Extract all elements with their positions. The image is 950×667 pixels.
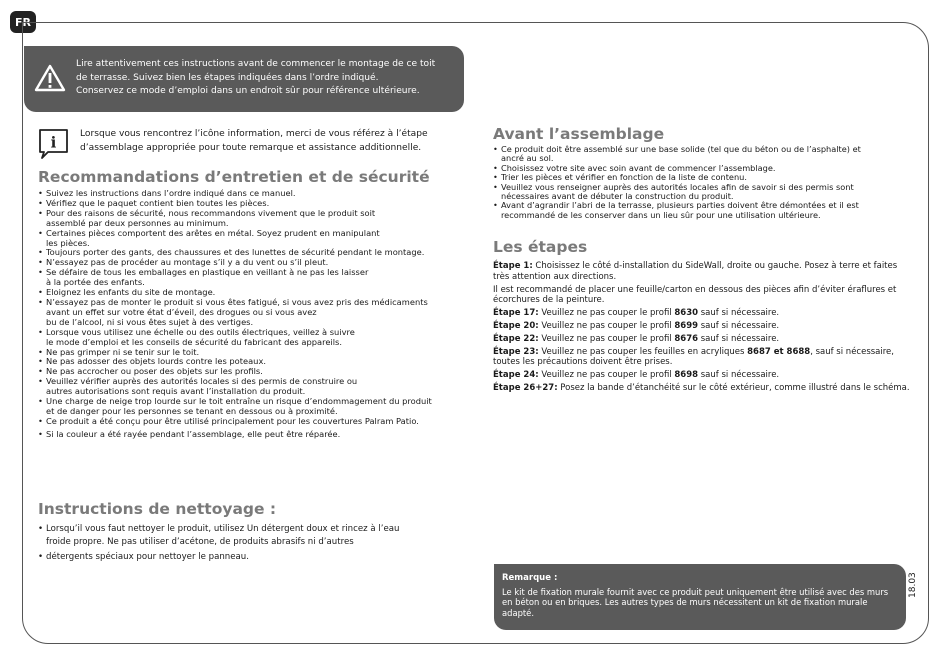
language-badge: FR xyxy=(10,11,36,33)
list-item: • Ce produit a été conçu pour être utilisé principalement pour les couvertures Palram Patio. xyxy=(38,417,478,427)
step-text: sauf si nécessaire. xyxy=(698,308,780,319)
list-item: • Ne pas grimper ni se tenir sur le toit. xyxy=(38,348,478,358)
before-assembly-list xyxy=(493,145,913,220)
list-item: • Ne pas accrocher ou poser des objets sur les profils. xyxy=(38,367,478,377)
remark-box xyxy=(494,564,906,630)
step-text: Choisissez le côté d-installation du SideWall, droite ou gauche. Posez à terre et faites très attention aux directions. xyxy=(493,261,898,282)
list-item: • Choisissez votre site avec soin avant de commencer l’assemblage. xyxy=(493,164,913,173)
warning-line: Conservez ce mode d’emploi dans un endroit sûr pour référence ultérieure. xyxy=(76,86,420,96)
list-item: • Ne pas adosser des objets lourds contre les poteaux. xyxy=(38,357,478,367)
step-text: , sauf si nécessaire, toutes les précautions doivent être prises. xyxy=(493,346,894,368)
step-label: Étape 17: xyxy=(493,308,539,319)
list-item: • Trier les pièces et vérifier en fonction de la liste de contenu. xyxy=(493,173,913,182)
warning-line: de terrasse. Suivez bien les étapes indiquées dans l’ordre indiqué. xyxy=(76,72,379,83)
step-item xyxy=(493,285,913,307)
step-text: Veuillez ne pas couper le profil xyxy=(538,370,675,381)
part-code: 8699 xyxy=(674,320,699,331)
step-label: Étape 23: xyxy=(493,346,539,357)
list-item: • Une charge de neige trop lourde sur le toit entraîne un risque d’endommagement du produit et de danger pour les personnes se tenant en dessous ou à proximité. xyxy=(38,397,478,417)
warning-triangle-icon xyxy=(34,64,66,92)
warning-banner xyxy=(24,46,464,112)
step-text: Posez la bande d’étanchéité sur le côté extérieur, comme illustré dans le schéma. xyxy=(557,382,910,393)
part-code: 8687 et 8688 xyxy=(747,346,811,357)
info-line: d’assemblage appropriée pour toute remarque et assistance additionnelle. xyxy=(80,142,422,153)
warning-line: Lire attentivement ces instructions avant de commencer le montage de ce toit xyxy=(76,59,436,69)
part-code: 8698 xyxy=(674,370,699,381)
info-line: Lorsque vous rencontrez l’icône information, merci de vous référez à l’étape xyxy=(80,129,428,139)
step-text: Veuillez ne pas couper le profil xyxy=(538,333,675,344)
list-item: • Lorsqu’il vous faut nettoyer le produit, utilisez Un détergent doux et rincez à l’eau froide propre. Ne pas utiliser d’acétone, de produits abrasifs ni d’autres xyxy=(38,523,468,548)
step-text: sauf si nécessaire. xyxy=(698,333,780,344)
step-text: Veuillez ne pas couper le profil xyxy=(538,320,675,331)
list-item: • N’essayez pas de procéder au montage s’il y a du vent ou s’il pleut. xyxy=(38,258,478,268)
step-text: Veuillez ne pas couper le profil xyxy=(538,308,675,319)
page-code: 18.03 xyxy=(908,572,918,598)
list-item: • détergents spéciaux pour nettoyer le panneau. xyxy=(38,551,468,564)
info-icon-letter: i xyxy=(50,133,57,152)
list-item: • Toujours porter des gants, des chaussures et des lunettes de sécurité pendant le montage. xyxy=(38,248,478,258)
remark-title: Remarque : xyxy=(502,573,558,583)
list-item: • Ce produit doit être assemblé sur une base solide (tel que du béton ou de l’asphalte) et ancré au sol. xyxy=(493,145,913,164)
step-item xyxy=(493,370,913,381)
step-label: Étape 1: xyxy=(493,261,533,271)
list-item: • Si la couleur a été rayée pendant l’assemblage, elle peut être réparée. xyxy=(38,430,478,440)
step-label: Étape 24: xyxy=(493,370,539,381)
step-text: Il est recommandé de placer une feuille/carton en dessous des pièces afin d’éviter éraflures et écorchures de la peinture. xyxy=(493,284,897,306)
step-label: Étape 26+27: xyxy=(493,382,558,393)
list-item: • Certaines pièces comportent des arêtes en métal. Soyez prudent en manipulant les pièces. xyxy=(38,229,478,249)
step-item xyxy=(493,334,913,345)
info-icon xyxy=(38,128,70,160)
step-item xyxy=(493,308,913,319)
list-item: • N’essayez pas de monter le produit si vous êtes fatigué, si vous avez pris des médicaments avant un effet sur votre état d’éveil, des drogues ou si vous avez bu de l’alcool, ni si vous êtes sujet à des vertiges. xyxy=(38,298,478,328)
step-item xyxy=(493,321,913,332)
list-item: • Avant d’agrandir l’abri de la terrasse, plusieurs parties doivent être démontées et il est recommandé de les conserver dans un lieu sûr pour une utilisation ultérieure. xyxy=(493,201,913,220)
list-item: • Pour des raisons de sécurité, nous recommandons vivement que le produit soit assemblé par deux personnes au minimum. xyxy=(38,209,478,229)
steps-heading: Les étapes xyxy=(493,238,588,256)
step-text: sauf si nécessaire. xyxy=(698,320,780,331)
list-item: • Veuillez vérifier auprès des autorités locales si des permis de construire ou autres autorisations sont requis avant l’installation du produit. xyxy=(38,377,478,397)
step-text: Veuillez ne pas couper les feuilles en acryliques xyxy=(538,346,748,357)
warning-text xyxy=(76,58,461,99)
list-item: • Se défaire de tous les emballages en plastique en veillant à ne pas les laisser à la portée des enfants. xyxy=(38,268,478,288)
list-item: • Vérifiez que le paquet contient bien toutes les pièces. xyxy=(38,199,478,209)
info-text xyxy=(80,128,470,155)
recommendations-heading: Recommandations d’entretien et de sécurité xyxy=(38,168,430,186)
step-item xyxy=(493,347,913,369)
cleaning-list xyxy=(38,523,468,564)
steps-list xyxy=(493,261,913,396)
step-item xyxy=(493,261,913,283)
before-assembly-heading: Avant l’assemblage xyxy=(493,125,665,143)
list-item: • Eloignez les enfants du site de montage. xyxy=(38,288,478,298)
remark-text: Le kit de fixation murale fournit avec ce produit peut uniquement être utilisé avec des murs en béton ou en briques. Les autres types de murs nécessitent un kit de fixation murale adapté. xyxy=(502,587,889,618)
step-label: Étape 22: xyxy=(493,333,539,344)
list-item: • Lorsque vous utilisez une échelle ou des outils électriques, veillez à suivre le mode d’emploi et les conseils de sécurité du fabricant des appareils. xyxy=(38,328,478,348)
recommendations-list xyxy=(38,189,478,440)
part-code: 8676 xyxy=(674,333,699,344)
step-label: Étape 20: xyxy=(493,320,539,331)
list-item: • Veuillez vous renseigner auprès des autorités locales afin de savoir si des permis sont nécessaires avant de débuter la construction du produit. xyxy=(493,183,913,202)
cleaning-heading: Instructions de nettoyage : xyxy=(38,500,277,518)
step-item xyxy=(493,383,913,394)
step-text: sauf si nécessaire. xyxy=(698,370,780,381)
list-item: • Suivez les instructions dans l’ordre indiqué dans ce manuel. xyxy=(38,189,478,199)
part-code: 8630 xyxy=(674,308,699,319)
